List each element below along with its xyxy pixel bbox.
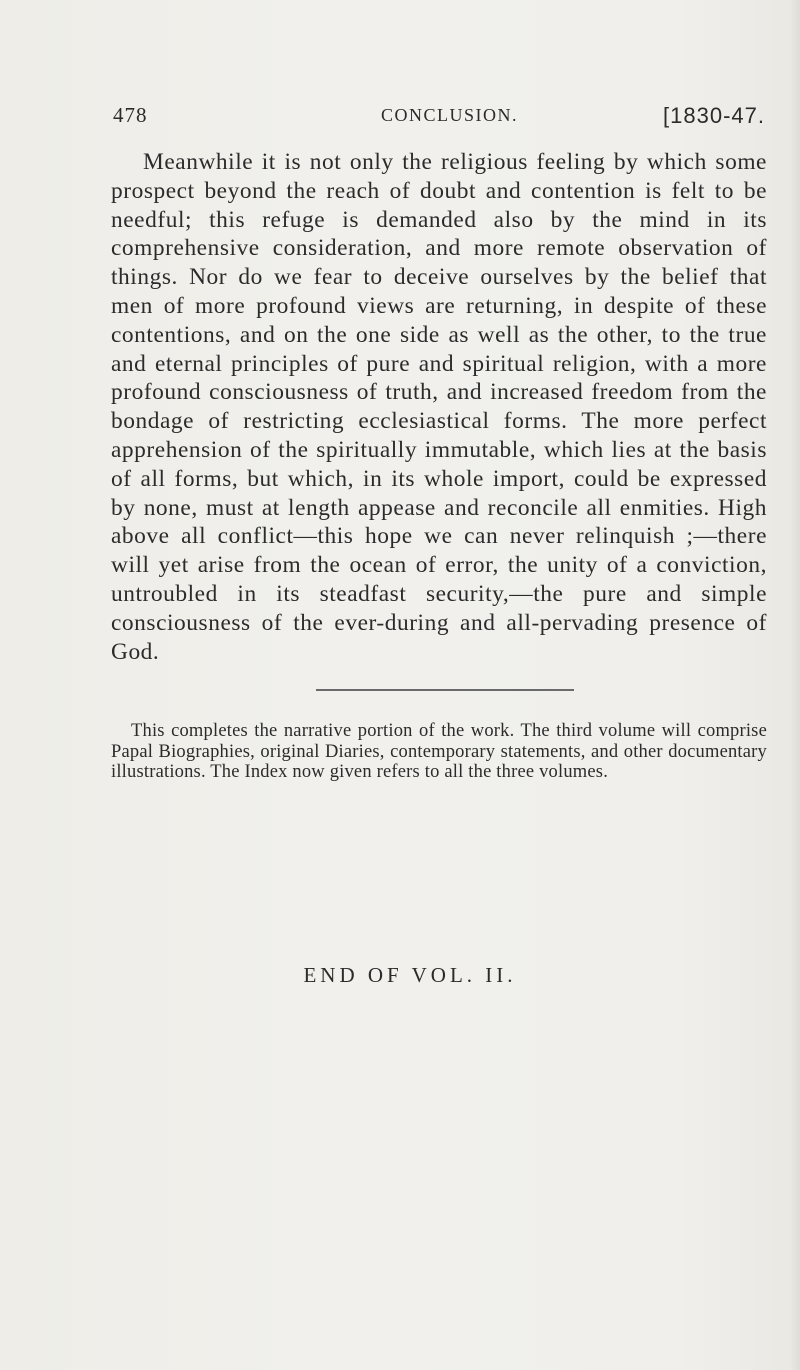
running-header	[113, 103, 765, 135]
body-paragraph: Meanwhile it is not only the religious feeling by which some prospect beyond the reach of doubt and contention is felt to be needful; this refuge is demanded also by the mind in its comprehensive consideration, and more remote observation of things. Nor do we fear to deceive ourselves by the belief that men of more profound views are returning, in despite of these contentions, and on the one side as well as the other, to the true and eternal principles of pure and spiritual religion, with a more profound consciousness of truth, and increased freedom from the bondage of restricting ecclesiastical forms. The more perfect apprehension of the spiritually immutable, which lies at the basis of all forms, but which, in its whole import, could be expressed by none, must at length appease and reconcile all enmities. High above all conflict—this hope we can never relinquish ;—there will yet arise from the ocean of error, the unity of a conviction, untroubled in its steadfast security,—the pure and simple consciousness of the ever-during and all-pervading presence of God.	[111, 149, 767, 665]
page-edge-shadow	[790, 0, 800, 1370]
running-title: CONCLUSION.	[381, 105, 519, 125]
editorial-note: This completes the narrative portion of the work. The third volume will comprise Papal Biographies, original Diaries, contemporary statements, and other documentary illustrations. The Index now given refers to all the three volumes.	[111, 721, 767, 782]
page-number: 478	[113, 103, 148, 127]
end-of-volume-mark: END OF VOL. II.	[303, 963, 517, 987]
date-range: [1830-47.	[663, 103, 765, 128]
section-divider	[316, 689, 574, 691]
